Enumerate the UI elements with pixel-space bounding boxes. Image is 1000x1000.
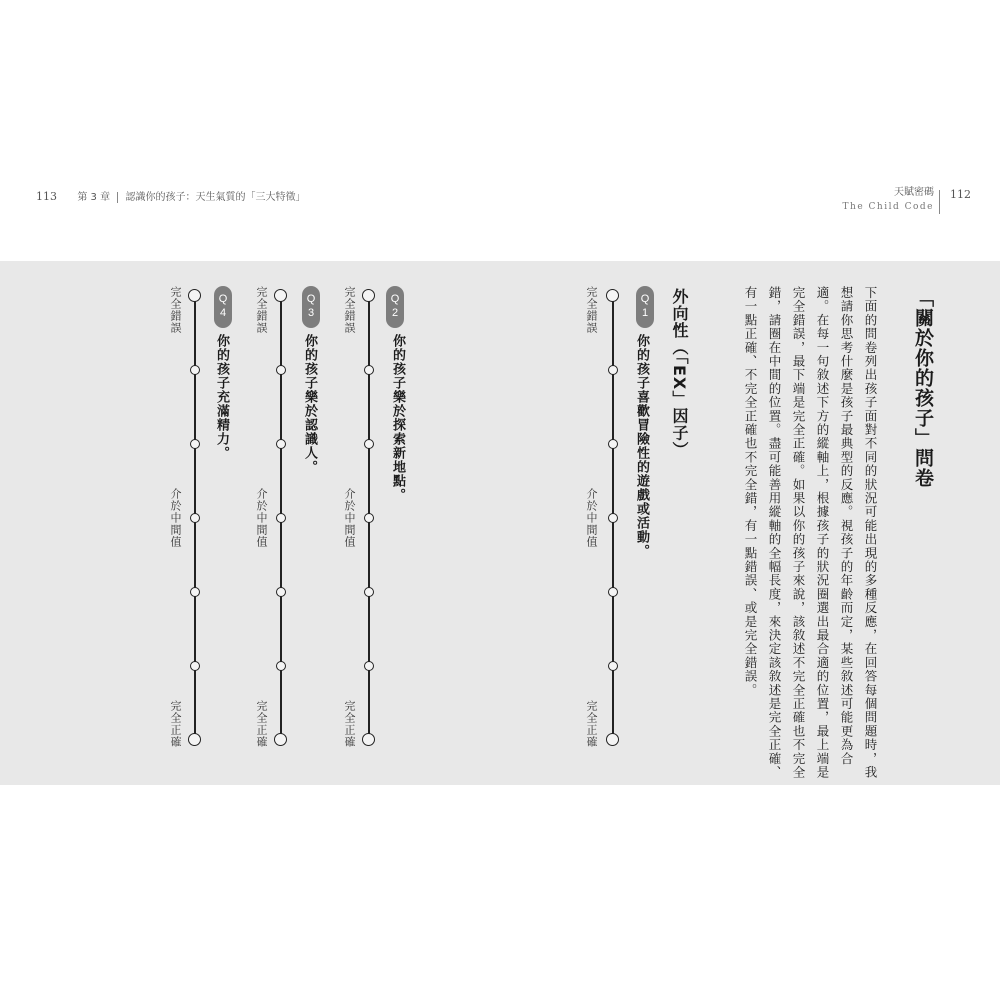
rating-option[interactable] xyxy=(362,289,375,302)
question-number-badge xyxy=(636,286,654,328)
rating-option[interactable] xyxy=(364,439,374,449)
question-text: 你的孩子樂於探索新地點。 xyxy=(390,334,405,502)
rating-option[interactable] xyxy=(364,365,374,375)
scale-label-bottom: 完全正確 xyxy=(585,700,598,748)
paragraph-line: 錯，請圈在中間的位置。盡可能善用縱軸的全幅長度，來決定該敘述是完全正確、 xyxy=(767,286,782,780)
rating-option[interactable] xyxy=(276,513,286,523)
instructions-paragraph xyxy=(738,286,882,780)
badge-number: 4 xyxy=(219,307,227,319)
question-text: 你的孩子充滿精力。 xyxy=(214,334,229,460)
rating-option[interactable] xyxy=(276,439,286,449)
rating-option[interactable] xyxy=(364,661,374,671)
rating-option[interactable] xyxy=(608,439,618,449)
rating-option[interactable] xyxy=(274,733,287,746)
rating-option[interactable] xyxy=(608,661,618,671)
rating-option[interactable] xyxy=(276,587,286,597)
rating-option[interactable] xyxy=(190,661,200,671)
rating-option[interactable] xyxy=(608,365,618,375)
paragraph-line: 下面的問卷列出孩子面對不同的狀況可能出現的多種反應，在回答每個問題時，我 xyxy=(863,286,878,780)
rating-option[interactable] xyxy=(190,365,200,375)
scale-label-middle: 介於中間值 xyxy=(255,488,268,548)
rating-option[interactable] xyxy=(190,439,200,449)
chapter-label: 第 3 章 xyxy=(77,192,111,203)
rating-option[interactable] xyxy=(274,289,287,302)
questionnaire-title: 「關於你的孩子」問卷 xyxy=(912,288,934,488)
rating-option[interactable] xyxy=(364,513,374,523)
scale-label-bottom: 完全正確 xyxy=(343,700,356,748)
paragraph-line: 適。在每一句敘述下方的縱軸上，根據孩子的狀況圈選出最合適的位置，最上端是 xyxy=(815,286,830,780)
rating-option[interactable] xyxy=(188,289,201,302)
right-page-number: 112 xyxy=(950,188,971,201)
rating-option[interactable] xyxy=(608,513,618,523)
rating-option[interactable] xyxy=(608,587,618,597)
rating-option[interactable] xyxy=(188,733,201,746)
header-divider-right xyxy=(939,190,940,214)
badge-number: 1 xyxy=(641,307,649,319)
book-title: 天賦密碼 xyxy=(894,187,934,198)
scale-label-top: 完全錯誤 xyxy=(585,286,598,334)
question-number-badge xyxy=(302,286,320,328)
badge-number: 2 xyxy=(391,307,399,319)
scale-label-bottom: 完全正確 xyxy=(169,700,182,748)
rating-option[interactable] xyxy=(606,733,619,746)
paragraph-line: 想請你思考什麼是孩子最典型的反應。視孩子的年齡而定，某些敘述可能更為合 xyxy=(839,286,854,766)
badge-letter: Q xyxy=(306,293,316,305)
rating-option[interactable] xyxy=(276,365,286,375)
rating-option[interactable] xyxy=(190,513,200,523)
rating-option[interactable] xyxy=(190,587,200,597)
scale-label-bottom: 完全正確 xyxy=(255,700,268,748)
scale-label-middle: 介於中間值 xyxy=(169,488,182,548)
rating-option[interactable] xyxy=(276,661,286,671)
question-number-badge xyxy=(386,286,404,328)
scale-label-middle: 介於中間值 xyxy=(585,488,598,548)
left-page-number: 113 xyxy=(36,190,57,203)
badge-number: 3 xyxy=(307,307,315,319)
scale-label-top: 完全錯誤 xyxy=(255,286,268,334)
book-subtitle: The Child Code xyxy=(842,202,934,212)
scale-label-top: 完全錯誤 xyxy=(169,286,182,334)
scale-label-middle: 介於中間值 xyxy=(343,488,356,548)
paragraph-line: 有一點正確、不完全正確也不完全錯，有一點錯誤、或是完全錯誤。 xyxy=(743,286,758,697)
rating-option[interactable] xyxy=(362,733,375,746)
badge-letter: Q xyxy=(218,293,228,305)
badge-letter: Q xyxy=(640,293,650,305)
header-divider xyxy=(117,192,118,203)
scale-label-top: 完全錯誤 xyxy=(343,286,356,334)
badge-letter: Q xyxy=(390,293,400,305)
rating-option[interactable] xyxy=(606,289,619,302)
question-text: 你的孩子樂於認識人。 xyxy=(302,334,317,474)
rating-option[interactable] xyxy=(364,587,374,597)
left-page-header xyxy=(36,188,305,203)
book-title-block xyxy=(840,186,934,214)
question-number-badge xyxy=(214,286,232,328)
chapter-title: 認識你的孩子：天生氣質的「三大特徵」 xyxy=(125,192,306,203)
section-heading: 外向性（「EX」因子） xyxy=(670,288,689,459)
paragraph-line: 完全錯誤，最下端是完全正確。如果以你的孩子來說，該敘述不完全正確也不完全 xyxy=(791,286,806,780)
question-text: 你的孩子喜歡冒險性的遊戲或活動。 xyxy=(634,334,649,558)
